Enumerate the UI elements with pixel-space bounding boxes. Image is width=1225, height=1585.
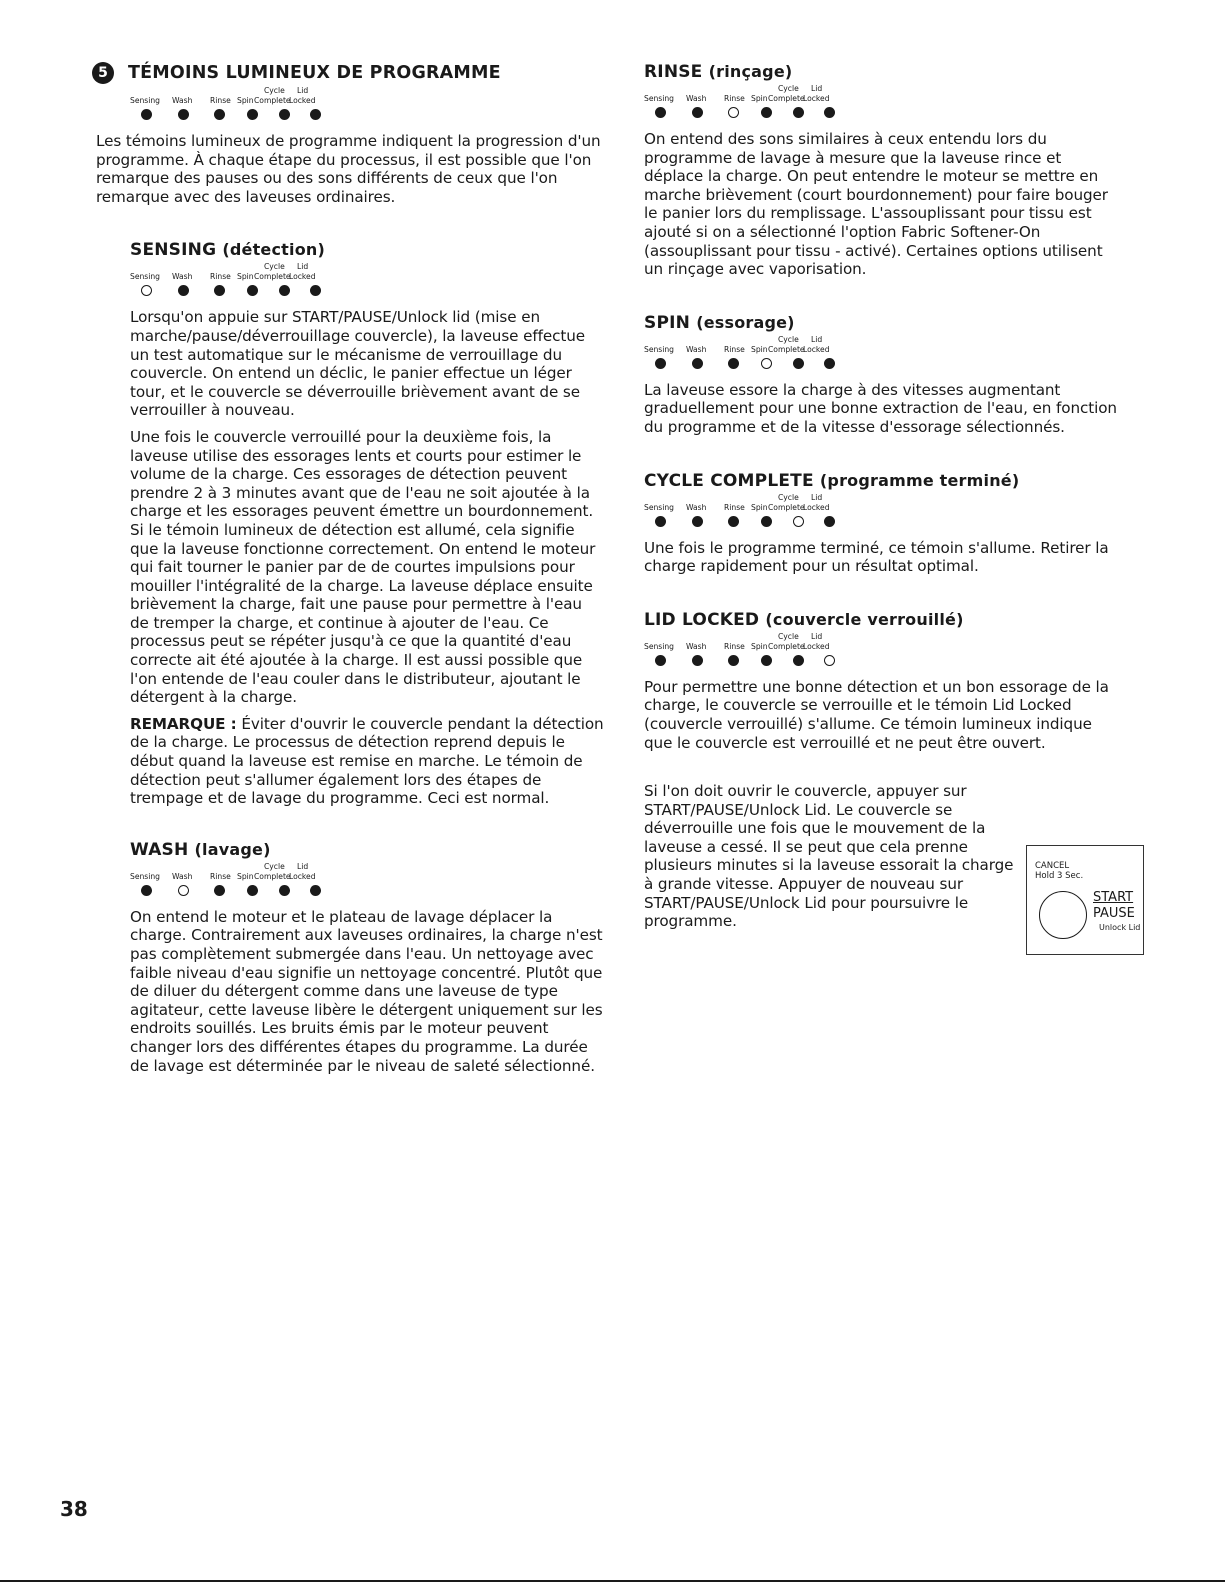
lid-locked-subtitle: (couvercle verrouillé) — [765, 609, 964, 629]
indicator-label-lid: Lid — [297, 861, 309, 871]
lid-locked-paragraph-1: Pour permettre une bonne détection et un bon essorage de la charge, le couvercle se verrouille et le témoin Lid Locked (couvercle verrouillé) s'allume. Ce témoin lumineux indique que le couvercle est verrouillé et ne peut être ouvert. — [644, 677, 1109, 752]
sensing-paragraph-1: Lorsqu'on appuie sur START/PAUSE/Unlock lid (mise en marche/pause/déverrouillage couvercle), la laveuse effectue un test automatique sur le mécanisme de verrouillage du couvercle. On entend un déclic, le panier effectue un léger tour, et le couvercle se déverrouille brièvement avant de se verrouiller à nouveau. — [130, 308, 585, 420]
indicator-label-wash: Wash — [172, 272, 193, 282]
indicator-label-locked: Locked — [803, 502, 830, 512]
sensing-subtitle: (détection) — [222, 240, 325, 260]
start-button-ring-icon — [1039, 891, 1087, 939]
indicator-label-rinse: Rinse — [210, 871, 231, 881]
indicator-label-rinse: Rinse — [210, 96, 231, 105]
indicator-label-cycle: Cycle — [264, 861, 285, 871]
indicator-label-lid: Lid — [297, 262, 309, 272]
cancel-text: CANCEL — [1035, 861, 1070, 871]
wash-section — [130, 840, 604, 860]
indicator-label-sensing: Sensing — [130, 272, 161, 282]
indicator-light-lit-icon — [692, 516, 703, 527]
note-label: REMARQUE : — [130, 714, 237, 733]
indicator-label-wash: Wash — [686, 344, 707, 354]
step-number-badge: 5 — [92, 62, 114, 84]
spin-subtitle: (essorage) — [696, 312, 795, 332]
indicator-lights — [130, 262, 350, 302]
cycle-complete-title: CYCLE COMPLETE — [644, 470, 814, 491]
indicator-label-spin: Spin — [237, 871, 254, 881]
indicator-light-lit-icon — [310, 885, 321, 896]
indicator-label-spin: Spin — [751, 641, 768, 651]
indicator-label-cycle: Cycle — [778, 492, 799, 502]
wash-title: WASH — [130, 839, 189, 860]
indicator-label-lid: Lid — [297, 86, 309, 95]
rinse-heading — [644, 62, 1124, 82]
section-heading — [96, 62, 604, 84]
indicator-light-lit-icon — [761, 516, 772, 527]
hold-text: Hold 3 Sec. — [1035, 871, 1084, 881]
rinse-subtitle: (rinçage) — [708, 62, 793, 81]
indicator-label-rinse: Rinse — [724, 94, 745, 103]
wash-heading — [130, 840, 604, 860]
indicator-light-lit-icon — [761, 655, 772, 666]
indicator-label-locked: Locked — [289, 272, 316, 282]
indicator-label-cycle: Cycle — [264, 262, 285, 272]
rinse-title: RINSE — [644, 62, 703, 82]
sensing-paragraph-2: Une fois le couvercle verrouillé pour la deuxième fois, la laveuse utilise des essorages lents et courts pour estimer le volume de la charge. Ces essorages de détection peuvent prendre 2 à 3 minutes avant que de l'eau ne soit ajoutée à la charge et les essorages peuvent émettre un bourdonnement. Si le témoin lumineux de détection est allumé, cela signifie que la laveuse fonctionne correctement. On entend le moteur qui fait tourner le panier par de de courtes impulsions pour mouiller l'intégralité de la charge. La laveuse déplace ensuite brièvement la charge, fait une pause pour permettre à l'eau de tremper la charge, et continue à ajouter de l'eau. Ce processus peut se répéter jusqu'à ce que la quantité d'eau correcte ait été ajoutée à la charge. Il est aussi possible que l'on entende de l'eau couler dans le distributeur, ajoutant le détergent à la charge. — [130, 427, 596, 707]
spin-heading — [644, 313, 1124, 333]
indicator-light-lit-icon — [692, 107, 703, 118]
indicator-label-wash: Wash — [686, 94, 707, 103]
indicator-label-wash: Wash — [172, 871, 193, 881]
cancel-label — [1035, 861, 1083, 881]
indicator-label-lid: Lid — [811, 631, 823, 641]
indicator-light-lit-icon — [655, 516, 666, 527]
indicator-label-cycle: Cycle — [264, 86, 285, 95]
indicator-light-lit-icon — [793, 655, 804, 666]
indicator-label-rinse: Rinse — [724, 502, 745, 512]
indicator-label-rinse: Rinse — [724, 344, 745, 354]
indicator-lights — [644, 632, 864, 672]
indicator-light-lit-icon — [214, 285, 225, 296]
indicator-light-unlit-icon — [728, 107, 739, 118]
sensing-note — [130, 715, 604, 808]
indicator-label-locked: Locked — [803, 641, 830, 651]
indicator-light-lit-icon — [824, 516, 835, 527]
page-number: 38 — [60, 1497, 88, 1521]
indicator-light-lit-icon — [655, 655, 666, 666]
wash-paragraph: On entend le moteur et le plateau de lavage déplacer la charge. Contrairement aux laveuses ordinaires, la charge n'est pas complètement submergée dans l'eau. Un nettoyage avec faible niveau d'eau signifie un nettoyage concentré. Plutôt que de diluer du détergent comme dans une laveuse de type agitateur, cette laveuse libère le détergent uniquement sur les endroits souillés. Les bruits émis par le moteur peuvent changer lors des différentes étapes du programme. La durée de lavage est déterminée par le niveau de saleté sélectionné. — [130, 907, 603, 1075]
indicator-light-lit-icon — [728, 516, 739, 527]
indicator-light-lit-icon — [178, 285, 189, 296]
right-column — [644, 62, 1124, 939]
indicator-label-cycle: Cycle — [778, 631, 799, 641]
indicator-label-wash: Wash — [686, 502, 707, 512]
lid-locked-paragraph-2: Si l'on doit ouvrir le couvercle, appuyer sur START/PAUSE/Unlock Lid. Le couvercle se déverrouille une fois que le mouvement de la laveuse a cessé. Il se peut que cela prenne plusieurs minutes si la laveuse essorait la charge à grande vitesse. Appuyer de nouveau sur START/PAUSE/Unlock Lid pour poursuivre le programme. — [644, 782, 1014, 931]
indicator-light-lit-icon — [247, 285, 258, 296]
indicator-light-lit-icon — [178, 109, 189, 120]
indicator-label-cycle: Cycle — [778, 334, 799, 344]
cycle-complete-paragraph: Une fois le programme terminé, ce témoin s'allume. Retirer la charge rapidement pour un résultat optimal. — [644, 538, 1109, 576]
indicator-light-lit-icon — [824, 107, 835, 118]
sensing-title: SENSING — [130, 240, 217, 261]
indicator-label-spin: Spin — [751, 502, 768, 512]
cycle-complete-heading — [644, 471, 1124, 491]
indicator-light-lit-icon — [214, 885, 225, 896]
wash-subtitle: (lavage) — [194, 839, 271, 859]
indicator-lights — [644, 335, 864, 375]
indicator-label-complete: Complete — [254, 272, 291, 282]
indicator-light-lit-icon — [655, 358, 666, 369]
indicator-light-unlit-icon — [141, 285, 152, 296]
indicator-label-complete: Complete — [254, 96, 291, 105]
indicator-light-lit-icon — [279, 885, 290, 896]
indicator-label-locked: Locked — [803, 94, 830, 103]
indicator-light-lit-icon — [141, 885, 152, 896]
sensing-heading — [130, 240, 604, 260]
indicator-light-lit-icon — [279, 109, 290, 120]
indicator-label-spin: Spin — [751, 94, 768, 103]
indicator-light-lit-icon — [728, 655, 739, 666]
indicator-label-wash: Wash — [686, 641, 707, 651]
indicator-label-lid: Lid — [811, 492, 823, 502]
indicator-light-unlit-icon — [824, 655, 835, 666]
indicator-light-unlit-icon — [761, 358, 772, 369]
indicator-label-complete: Complete — [768, 94, 805, 103]
start-pause-panel-illustration — [1026, 845, 1144, 955]
indicator-label-sensing: Sensing — [130, 871, 161, 881]
indicator-label-wash: Wash — [172, 96, 193, 105]
cycle-complete-subtitle: (programme terminé) — [819, 470, 1020, 490]
indicator-label-sensing: Sensing — [644, 94, 675, 103]
indicator-label-locked: Locked — [289, 871, 316, 881]
unlock-lid-label: Unlock Lid — [1099, 923, 1141, 932]
spin-paragraph: La laveuse essore la charge à des vitesses augmentant graduellement pour une bonne extraction de l'eau, en fonction du programme et de la vitesse d'essorage sélectionnés. — [644, 380, 1117, 436]
indicator-light-lit-icon — [247, 109, 258, 120]
indicator-light-lit-icon — [692, 655, 703, 666]
indicator-label-lid: Lid — [811, 334, 823, 344]
bottom-divider — [0, 1580, 1225, 1582]
indicator-label-spin: Spin — [751, 344, 768, 354]
indicator-light-lit-icon — [692, 358, 703, 369]
indicator-light-lit-icon — [279, 285, 290, 296]
indicator-light-lit-icon — [761, 107, 772, 118]
indicator-lights — [130, 86, 350, 126]
note-text: Éviter d'ouvrir le couvercle pendant la détection de la charge. Le processus de détection reprend depuis le début quand la laveuse est remise en marche. Le témoin de détection peut s'allumer également lors des étapes de trempage et de lavage du programme. Ceci est normal. — [130, 714, 604, 808]
start-label: START — [1093, 890, 1134, 905]
indicator-lights — [644, 493, 864, 533]
indicator-label-rinse: Rinse — [210, 272, 231, 282]
indicator-light-unlit-icon — [178, 885, 189, 896]
indicator-label-spin: Spin — [237, 272, 254, 282]
indicator-light-unlit-icon — [793, 516, 804, 527]
rinse-paragraph: On entend des sons similaires à ceux entendu lors du programme de lavage à mesure que la laveuse rince et déplace la charge. On peut entendre le moteur se mettre en marche brièvement (court bourdonnement) pour faire bouger le panier lors du remplissage. L'assouplissant pour tissu est ajouté si on a sélectionné l'option Fabric Softener-On (assouplissant pour tissu - activé). Certaines options utilisent un rinçage avec vaporisation. — [644, 130, 1108, 279]
page-title: TÉMOINS LUMINEUX DE PROGRAMME — [128, 63, 501, 83]
indicator-light-lit-icon — [728, 358, 739, 369]
intro-paragraph: Les témoins lumineux de programme indiquent la progression d'un programme. À chaque étape du processus, il est possible que l'on remarque des pauses ou des sons différents de ceux que l'on remarque avec des laveuses ordinaires. — [96, 132, 601, 206]
indicator-label-spin: Spin — [237, 96, 254, 105]
pause-label: PAUSE — [1093, 906, 1135, 921]
indicator-label-sensing: Sensing — [644, 344, 675, 354]
indicator-label-complete: Complete — [254, 871, 291, 881]
indicator-label-complete: Complete — [768, 344, 805, 354]
indicator-light-lit-icon — [310, 109, 321, 120]
lid-locked-heading — [644, 610, 1124, 630]
indicator-label-locked: Locked — [803, 344, 830, 354]
indicator-light-lit-icon — [793, 107, 804, 118]
indicator-label-complete: Complete — [768, 641, 805, 651]
indicator-light-lit-icon — [655, 107, 666, 118]
sensing-section — [130, 240, 604, 260]
left-column — [96, 62, 604, 1083]
spin-title: SPIN — [644, 312, 691, 333]
indicator-light-lit-icon — [310, 285, 321, 296]
indicator-lights — [644, 84, 864, 124]
indicator-light-lit-icon — [247, 885, 258, 896]
lid-locked-title: LID LOCKED — [644, 609, 760, 630]
indicator-label-sensing: Sensing — [130, 96, 161, 105]
indicator-label-cycle: Cycle — [778, 84, 799, 93]
indicator-label-lid: Lid — [811, 84, 823, 93]
indicator-label-complete: Complete — [768, 502, 805, 512]
indicator-label-sensing: Sensing — [644, 641, 675, 651]
indicator-label-rinse: Rinse — [724, 641, 745, 651]
indicator-lights — [130, 862, 350, 902]
indicator-light-lit-icon — [214, 109, 225, 120]
indicator-label-locked: Locked — [289, 96, 316, 105]
indicator-light-lit-icon — [141, 109, 152, 120]
indicator-label-sensing: Sensing — [644, 502, 675, 512]
indicator-light-lit-icon — [793, 358, 804, 369]
indicator-light-lit-icon — [824, 358, 835, 369]
